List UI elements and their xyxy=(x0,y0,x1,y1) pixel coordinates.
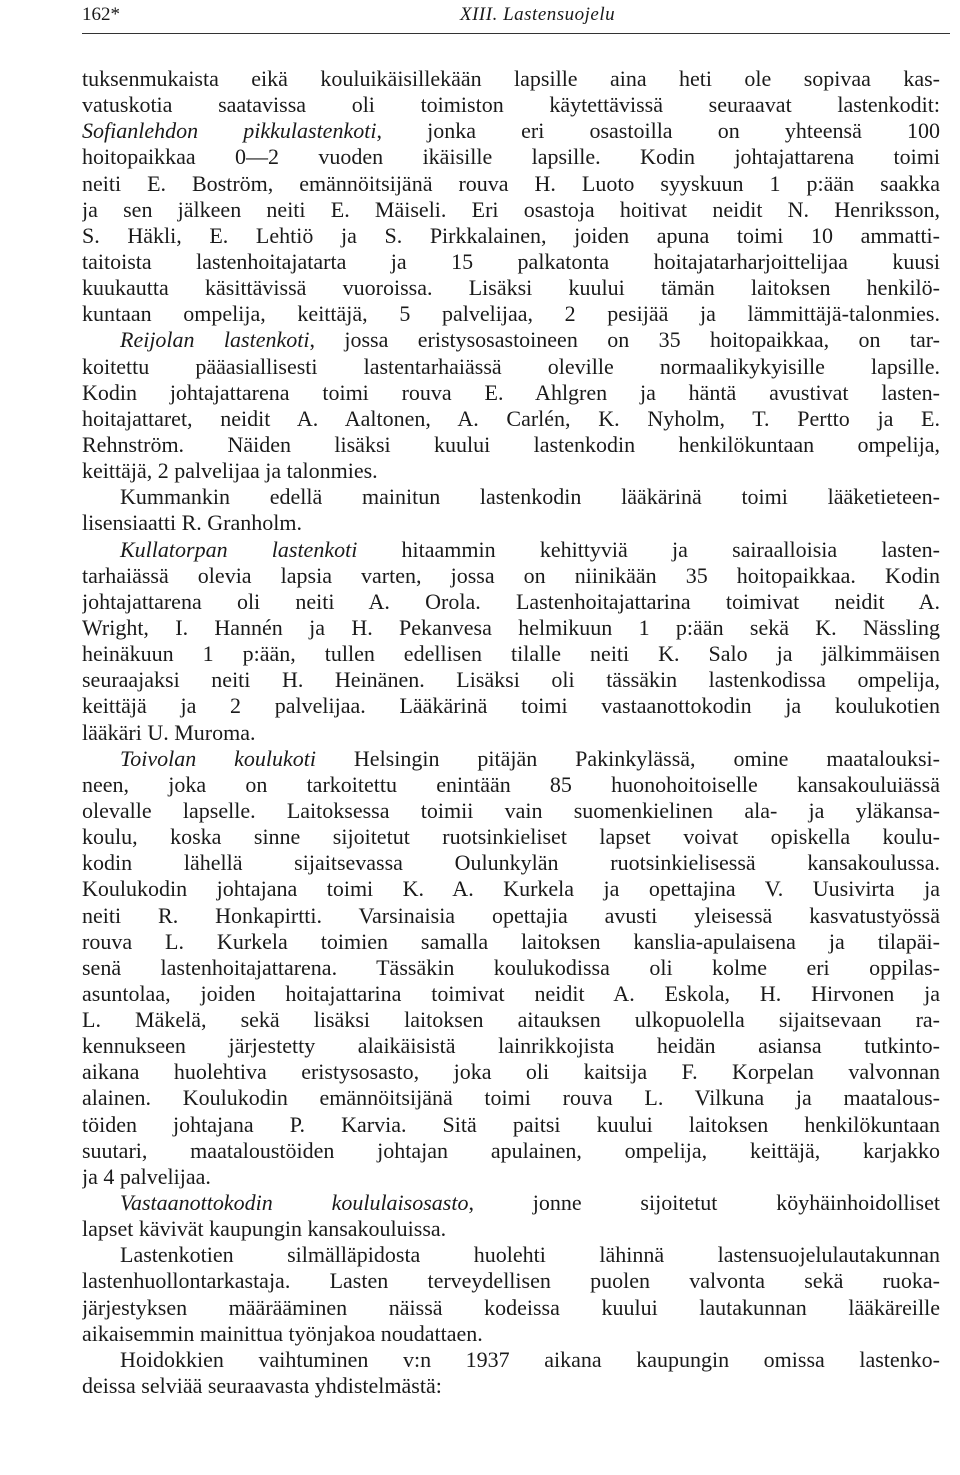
text-segment: järjestyksen määrääminen näissä kodeissa kuului lautakunnan lääkäreille xyxy=(82,1294,940,1320)
text-segment: , jonka eri osastoilla on yhteensä 100 xyxy=(376,118,940,144)
text-line xyxy=(82,798,940,824)
text-segment: Rehnström. Näiden lisäksi kuului lastenkodin henkilökuntaan ompelija, xyxy=(82,431,940,457)
text-segment: alainen. Koulukodin emännöitsijänä toimi rouva L. Vilkuna ja maatalous- xyxy=(82,1085,940,1111)
text-segment: tarhaiässä olevia lapsia varten, jossa on niinikään 35 hoitopaikkaa. Kodin xyxy=(82,562,940,588)
text-line xyxy=(82,1347,940,1373)
text-line xyxy=(82,981,940,1007)
text-line xyxy=(82,746,940,772)
text-line xyxy=(82,327,940,353)
text-segment: aikana huolehtiva eristysosasto, joka oli kaitsija F. Korpelan valvonnan xyxy=(82,1059,940,1085)
text-segment: keittäjä, 2 palvelijaa ja talonmies. xyxy=(82,458,378,484)
text-segment: kuukautta käsittävissä vuoroissa. Lisäksi kuului tämän laitoksen henkilö- xyxy=(82,275,940,301)
text-line xyxy=(82,1164,940,1190)
text-segment: , jonne sijoitetut köyhäinhoidolliset xyxy=(468,1190,940,1216)
text-segment: hitaammin kehittyviä ja sairaalloisia lasten- xyxy=(357,536,940,562)
text-segment: koitettu pääasiallisesti lastentarhaiässä oleville normaalikykyisille lapsille. xyxy=(82,353,940,379)
italic-term: Reijolan lastenkoti xyxy=(120,327,310,353)
text-segment: kuntaan ompelija, keittäjä, 5 palvelijaa, 2 pesijää ja lämmittäjä-talonmies. xyxy=(82,301,940,327)
text-line xyxy=(82,275,940,301)
text-line xyxy=(82,197,940,223)
text-segment: Kodin johtajattarena toimi rouva E. Ahlgren ja häntä avustivat lasten- xyxy=(82,379,940,405)
text-line xyxy=(82,118,940,144)
text-line xyxy=(82,249,940,275)
text-line xyxy=(82,955,940,981)
text-line xyxy=(82,380,940,406)
text-line xyxy=(82,66,940,92)
text-line xyxy=(82,693,940,719)
text-line xyxy=(82,1059,940,1085)
text-segment: taitoista lastenhoitajatarta ja 15 palkatonta hoitajatarharjoittelijaa kuusi xyxy=(82,248,940,274)
text-line xyxy=(82,406,940,432)
text-line xyxy=(82,1242,940,1268)
text-segment: neiti R. Honkapirtti. Varsinaisia opettajia avusti yleisessä kasvatustyössä xyxy=(82,902,940,928)
text-segment: , jossa eristysosastoineen on 35 hoitopaikkaa, on tar- xyxy=(309,327,940,353)
text-line xyxy=(82,563,940,589)
text-segment: vatuskotia saatavissa oli toimiston käytettävissä seuraavat lastenkodit: xyxy=(82,92,940,118)
text-segment: keittäjä ja 2 palvelijaa. Lääkärinä toimi vastaanottokodin ja koulukotien xyxy=(82,693,940,719)
text-segment: Helsingin pitäjän Pakinkylässä, omine maatalouksi- xyxy=(316,745,940,771)
text-segment: lapset kävivät kaupungin kansakouluissa. xyxy=(82,1216,447,1242)
text-segment: tuksenmukaista eikä kouluikäisillekään lapsille aina heti ole sopivaa kas- xyxy=(82,66,940,91)
text-segment: S. Häkli, E. Lehtiö ja S. Pirkkalainen, joiden apuna toimi 10 ammatti- xyxy=(82,222,940,248)
text-line xyxy=(82,1112,940,1138)
text-segment: L. Mäkelä, sekä lisäksi laitoksen aitauksen ulkopuolella sijaitsevaan ra- xyxy=(82,1007,940,1033)
text-line xyxy=(82,432,940,458)
text-line xyxy=(82,1295,940,1321)
header-rule xyxy=(82,33,950,34)
text-segment: seuraajaksi neiti H. Heinänen. Lisäksi oli tässäkin lastenkodissa ompelija, xyxy=(82,667,940,693)
text-line xyxy=(82,1085,940,1111)
text-segment: ja sen jälkeen neiti E. Mäiseli. Eri osastoja hoitivat neidit N. Henriksson, xyxy=(82,196,940,222)
text-line xyxy=(82,876,940,902)
text-line xyxy=(82,510,940,536)
text-line xyxy=(82,641,940,667)
text-line xyxy=(82,484,940,510)
text-line xyxy=(82,537,940,563)
page-header xyxy=(82,0,950,36)
text-line xyxy=(82,903,940,929)
text-segment: neen, joka on tarkoitettu enintään 85 huonohoitoiselle kansakouluiässä xyxy=(82,771,940,797)
text-line xyxy=(82,1321,940,1347)
text-line xyxy=(82,223,940,249)
text-segment: Koulukodin johtajana toimi K. A. Kurkela ja opettajina V. Uusivirta ja xyxy=(82,876,940,902)
text-segment: lääkäri U. Muroma. xyxy=(82,719,256,745)
text-line xyxy=(82,1138,940,1164)
italic-term: Sofianlehdon pikkulastenkoti xyxy=(82,118,377,144)
text-segment: olevalle lapselle. Laitoksessa toimii vain suomenkielinen ala- ja yläkansa- xyxy=(82,797,940,823)
body-text xyxy=(82,66,940,1399)
text-line xyxy=(82,92,940,118)
text-segment: deissa selviää seuraavasta yhdistelmästä: xyxy=(82,1373,442,1399)
text-segment: Lastenkotien silmälläpidosta huolehti lähinnä lastensuojelulautakunnan xyxy=(120,1242,940,1268)
text-segment: neiti E. Boström, emännöitsijänä rouva H. Luoto syyskuun 1 p:ään saakka xyxy=(82,170,940,196)
text-segment: lastenhuollontarkastaja. Lasten terveydellisen puolen valvonta sekä ruoka- xyxy=(82,1268,940,1294)
text-segment: senä lastenhoitajattarena. Tässäkin koulukodissa oli kolme eri oppilas- xyxy=(82,954,940,980)
text-segment: Hoidokkien vaihtuminen v:n 1937 aikana kaupungin omissa lastenko- xyxy=(120,1346,940,1372)
text-line xyxy=(82,772,940,798)
text-line xyxy=(82,615,940,641)
text-segment: töiden johtajana P. Karvia. Sitä paitsi kuului laitoksen henkilökuntaan xyxy=(82,1111,940,1137)
text-segment: kennukseen järjestetty alaikäisistä lainrikkojista heidän asiansa tutkinto- xyxy=(82,1033,940,1059)
text-segment: Wright, I. Hannén ja H. Pekanvesa helmikuun 1 p:ään sekä K. Nässling xyxy=(82,614,940,640)
text-segment: suutari, maataloustöiden johtajan apulainen, ompelija, keittäjä, karjakko xyxy=(82,1137,940,1163)
text-segment: koulu, koska sinne sijoitetut ruotsinkieliset lapset voivat opiskella koulu- xyxy=(82,824,940,850)
page-number: 162* xyxy=(82,4,120,25)
text-line xyxy=(82,850,940,876)
text-segment: Kummankin edellä mainitun lastenkodin lääkärinä toimi lääketieteen- xyxy=(120,484,940,510)
text-segment: kodin lähellä sijaitsevassa Oulunkylän ruotsinkielisessä kansakoulussa. xyxy=(82,850,940,876)
text-line xyxy=(82,354,940,380)
text-segment: hoitopaikkaa 0—2 vuoden ikäisille lapsille. Kodin johtajattarena toimi xyxy=(82,144,940,170)
text-line xyxy=(82,667,940,693)
text-line xyxy=(82,1373,940,1399)
text-line xyxy=(82,929,940,955)
text-line xyxy=(82,144,940,170)
text-line xyxy=(82,1216,940,1242)
text-line xyxy=(82,1033,940,1059)
text-segment: aikaisemmin mainittua työnjakoa noudattaen. xyxy=(82,1320,483,1346)
text-segment: lisensiaatti R. Granholm. xyxy=(82,510,302,536)
text-line xyxy=(82,171,940,197)
chapter-title: XIII. Lastensuojelu xyxy=(460,4,616,25)
text-line xyxy=(82,589,940,615)
text-segment: hoitajattaret, neidit A. Aaltonen, A. Carlén, K. Nyholm, T. Pertto ja E. xyxy=(82,405,940,431)
text-line xyxy=(82,301,940,327)
italic-term: Kullatorpan lastenkoti xyxy=(120,536,358,562)
text-segment: johtajattarena oli neiti A. Orola. Lastenhoitajattarina toimivat neidit A. xyxy=(82,588,940,614)
text-line xyxy=(82,1190,940,1216)
text-line xyxy=(82,824,940,850)
text-segment: rouva L. Kurkela toimien samalla laitoksen kanslia-apulaisena ja tilapäi- xyxy=(82,928,940,954)
italic-term: Vastaanottokodin koululaisosasto xyxy=(120,1190,469,1216)
text-line xyxy=(82,1268,940,1294)
italic-term: Toivolan koulukoti xyxy=(120,745,316,771)
text-line xyxy=(82,1007,940,1033)
text-line xyxy=(82,720,940,746)
text-segment: heinäkuun 1 p:ään, tullen edellisen tilalle neiti K. Salo ja jälkimmäisen xyxy=(82,641,940,667)
text-segment: asuntolaa, joiden hoitajattarina toimivat neidit A. Eskola, H. Hirvonen ja xyxy=(82,980,940,1006)
text-segment: ja 4 palvelijaa. xyxy=(82,1163,211,1189)
text-line xyxy=(82,458,940,484)
